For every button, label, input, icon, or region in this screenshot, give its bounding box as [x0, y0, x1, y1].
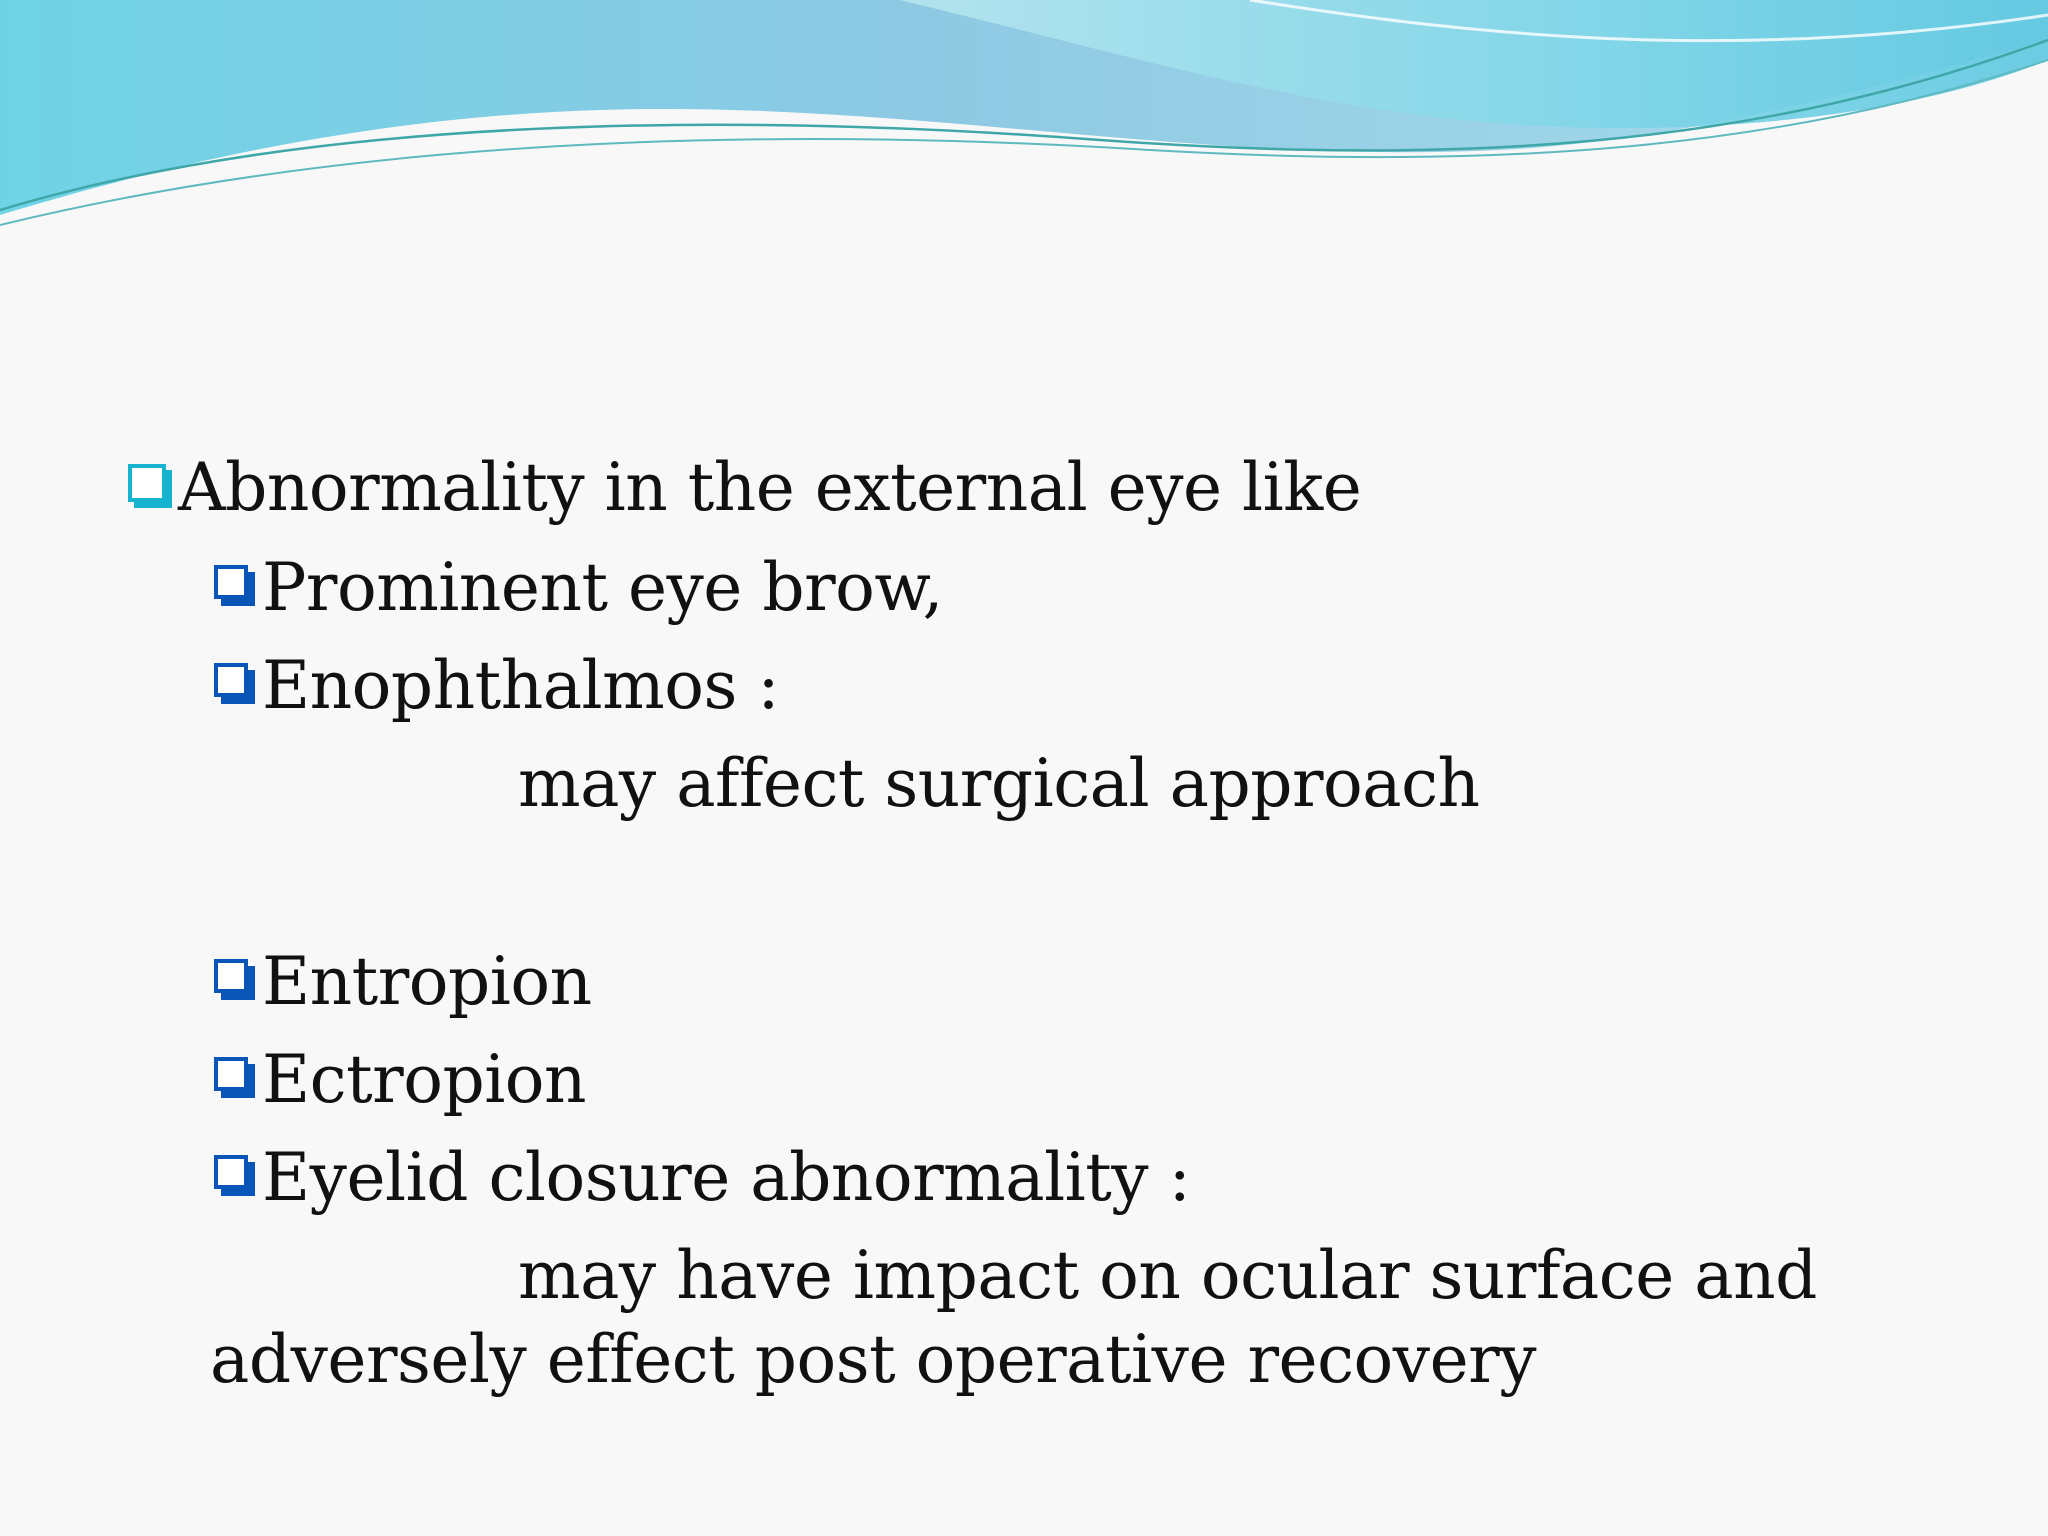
- sub-bullet-item: [214, 1138, 1190, 1218]
- checkbox-bullet-icon: [214, 565, 258, 609]
- checkbox-bullet-icon: [214, 663, 258, 707]
- sub-bullet-item: [214, 646, 779, 726]
- sub-bullet-text: Enophthalmos :: [262, 647, 780, 724]
- main-bullet-item: [128, 448, 1361, 528]
- sub-bullet-item: [214, 1040, 586, 1120]
- note-text: may affect surgical approach: [518, 745, 1480, 822]
- checkbox-bullet-icon: [214, 959, 258, 1003]
- checkbox-bullet-icon: [214, 1155, 258, 1199]
- sub-bullet-text: Entropion: [262, 943, 592, 1020]
- sub-bullet-text: Eyelid closure abnormality :: [262, 1139, 1191, 1216]
- note-text: may have impact on ocular surface and: [518, 1237, 1817, 1314]
- main-bullet-text: Abnormality in the external eye like: [178, 449, 1362, 526]
- checkbox-bullet-icon: [214, 1057, 258, 1101]
- note-text: adversely effect post operative recovery: [210, 1321, 1536, 1398]
- sub-bullet-item: [214, 942, 592, 1022]
- sub-bullet-item: [214, 548, 943, 628]
- sub-bullet-text: Ectropion: [262, 1041, 587, 1118]
- checkbox-bullet-icon: [128, 464, 174, 510]
- sub-bullet-text: Prominent eye brow,: [262, 549, 944, 626]
